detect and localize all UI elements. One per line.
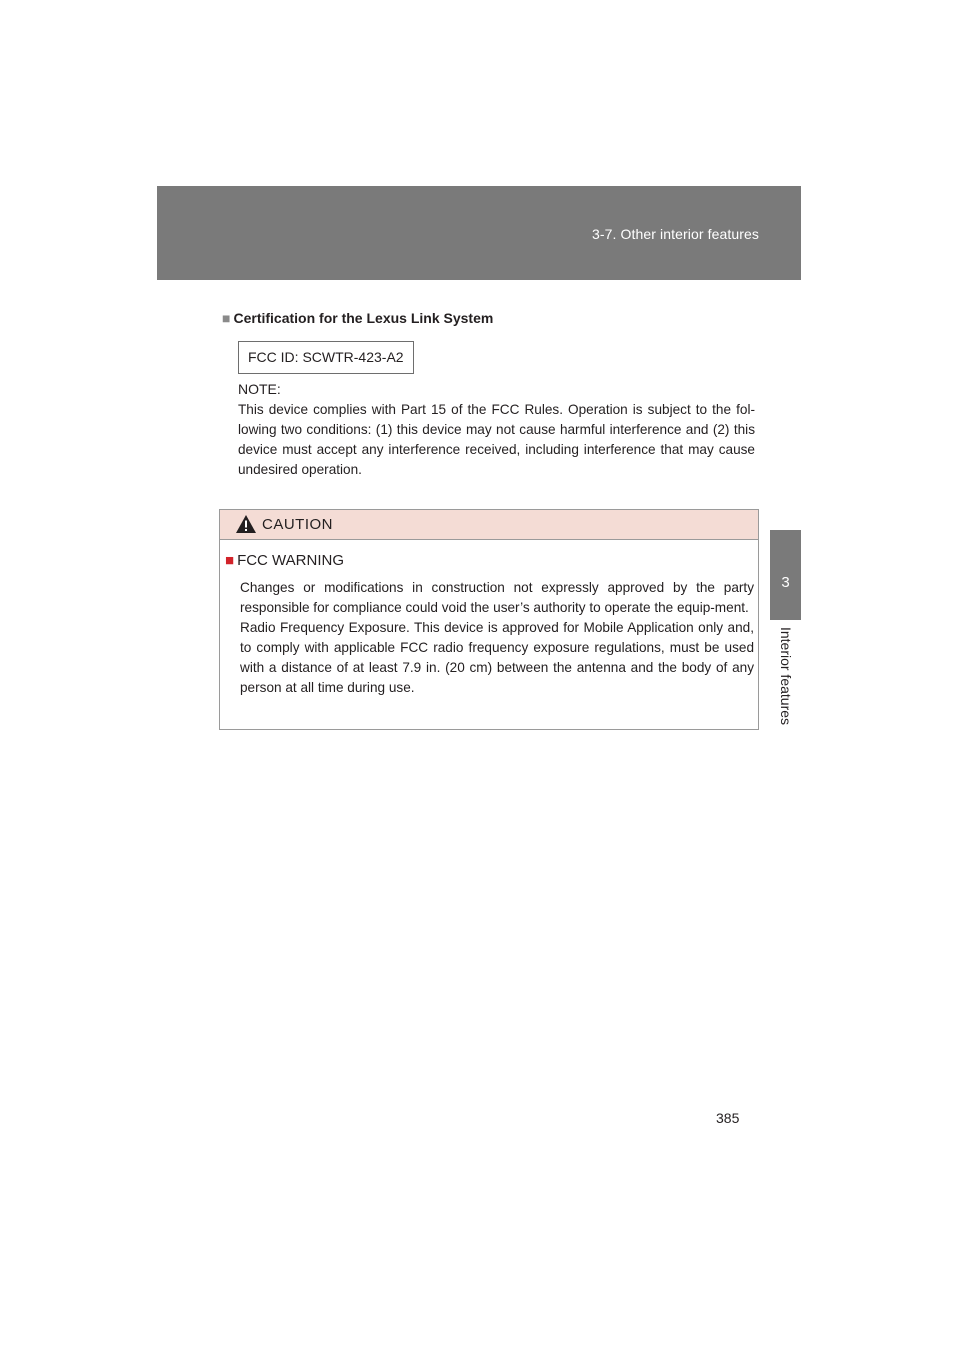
chapter-tab-label-text: Interior features	[777, 626, 794, 726]
heading-bullet: ■	[222, 310, 231, 326]
page-number: 385	[716, 1110, 740, 1126]
caution-header	[220, 510, 758, 540]
heading-text: Certification for the Lexus Link System	[233, 310, 494, 326]
caution-body	[240, 578, 754, 698]
chapter-tab-label	[770, 620, 801, 732]
caution-box	[219, 509, 759, 730]
caution-bullet: ■	[225, 552, 235, 569]
warning-triangle-icon	[235, 514, 257, 534]
note-body: This device complies with Part 15 of the FCC Rules. Operation is subject to the fol-lowing two conditions: (1) this device may not cause harmful interference and (2) this device must accept any interference received, including interference that may cause undesired operation.	[238, 402, 755, 477]
section-heading	[222, 310, 493, 326]
caution-subheading	[225, 552, 344, 569]
caution-subheading-text: FCC WARNING	[237, 552, 344, 569]
note-label: NOTE:	[238, 381, 281, 397]
caution-paragraph: Changes or modifications in construction not expressly approved by the party responsible for compliance could void the user’s authority to operate the equip-ment.	[240, 580, 754, 615]
section-title: 3-7. Other interior features	[592, 226, 759, 242]
chapter-tab-number: 3	[770, 530, 801, 620]
fcc-id-box: FCC ID: SCWTR-423-A2	[238, 341, 414, 374]
caution-title: CAUTION	[262, 516, 333, 533]
caution-paragraph: Radio Frequency Exposure. This device is approved for Mobile Application only and, to comply with applicable FCC radio frequency exposure regulations, must be used with a distance of at least 7.9 in. (20 cm) between the antenna and the body of any person at all time during use.	[240, 620, 754, 695]
section-header-band	[157, 186, 801, 280]
